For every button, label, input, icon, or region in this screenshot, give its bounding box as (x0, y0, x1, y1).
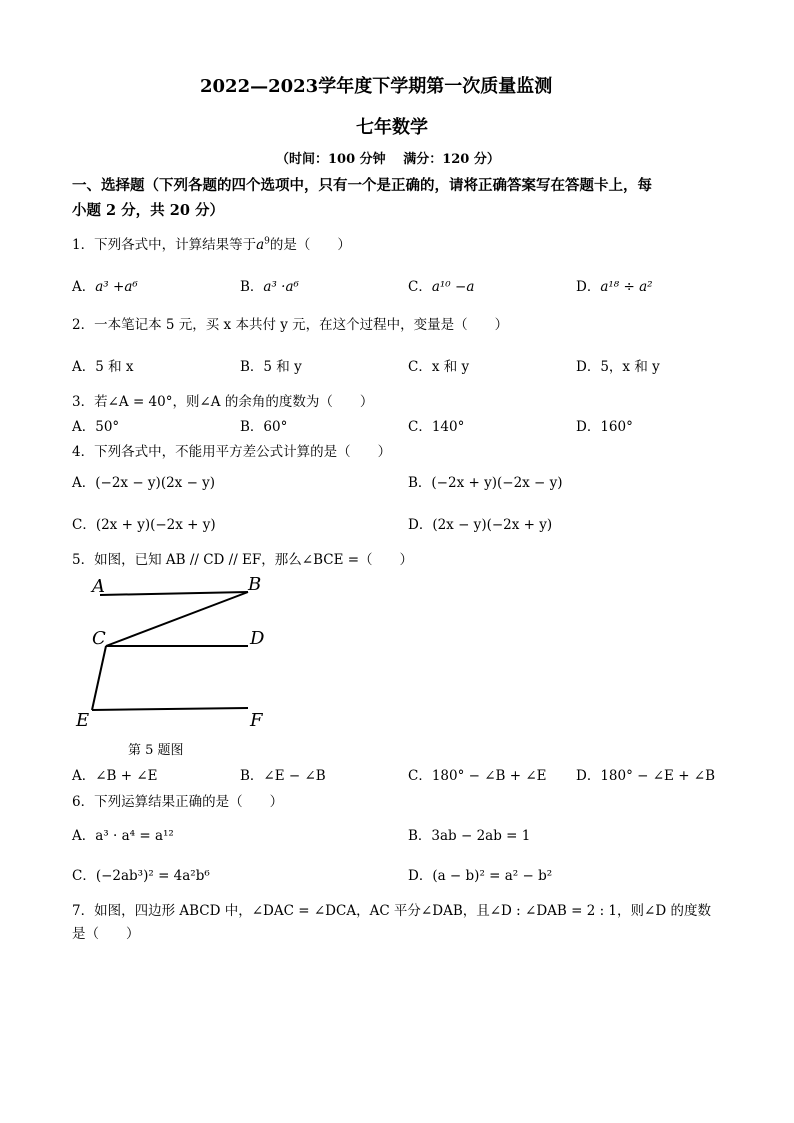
question-2-stem: 2．一本笔记本 5 元，买 x 本共付 y 元，在这个过程中，变量是（ ） (72, 317, 509, 333)
section-heading-line1: 一、选择题（下列各题的四个选项中，只有一个是正确的，请将正确答案写在答题卡上，每 (72, 177, 652, 194)
line-ce (92, 646, 106, 710)
q2-option-c: C．x 和 y (408, 359, 470, 375)
point-label-c: C (92, 628, 106, 649)
point-label-f: F (250, 710, 263, 731)
question-5-stem: 5．如图，已知 AB // CD // EF，那么∠BCE =（ ） (72, 552, 414, 568)
question-7-stem-line1: 7．如图，四边形 ABCD 中，∠DAC = ∠DCA，AC 平分∠DAB，且∠D : ∠DAB = 2 : 1，则∠D 的度数 (72, 903, 711, 919)
question-3-stem: 3．若∠A = 40°，则∠A 的余角的度数为（ ） (72, 394, 374, 410)
point-label-d: D (250, 628, 265, 649)
q2-option-a: A．5 和 x (72, 359, 134, 375)
q1-stem-text: 1．下列各式中，计算结果等于 (72, 237, 257, 253)
q3-option-a: A．50° (72, 419, 120, 435)
q6-option-b: B．3ab − 2ab = 1 (408, 828, 531, 844)
line-ef (92, 708, 248, 710)
q4-option-d: D．(2x − y)(−2x + y) (408, 517, 553, 533)
line-cb (106, 592, 248, 646)
exam-title: 2022—2023学年度下学期第一次质量监测 (200, 76, 553, 97)
q3-option-d: D．160° (576, 419, 633, 435)
q1-option-b: B．a³ ·a⁶ (240, 279, 299, 295)
q6-option-a: A．a³ · a⁴ = a¹² (72, 828, 174, 844)
question-4-stem: 4．下列各式中，不能用平方差公式计算的是（ ） (72, 444, 392, 460)
point-label-a: A (92, 576, 105, 597)
section-heading-line2: 小题 2 分，共 20 分） (72, 202, 224, 219)
line-ab (100, 592, 248, 595)
q6-option-c: C．(−2ab³)² = 4a²b⁶ (72, 868, 210, 884)
question-6-stem: 6．下列运算结果正确的是（ ） (72, 794, 284, 810)
q3-option-b: B．60° (240, 419, 288, 435)
question-7-stem-line2: 是（ ） (72, 926, 140, 942)
q4-option-c: C．(2x + y)(−2x + y) (72, 517, 216, 533)
q5-figure-caption: 第 5 题图 (128, 743, 184, 758)
q1-stem-exponent: 9 (264, 236, 270, 247)
point-label-b: B (248, 574, 262, 595)
q5-option-c: C．180° − ∠B + ∠E (408, 768, 547, 784)
exam-subject: 七年数学 (356, 117, 428, 138)
q3-option-c: C．140° (408, 419, 465, 435)
q1-stem-tail: 的是（ ） (269, 237, 351, 253)
q4-option-a: A．(−2x − y)(2x − y) (72, 475, 216, 491)
q5-option-a: A．∠B + ∠E (72, 768, 158, 784)
q2-option-b: B．5 和 y (240, 359, 302, 375)
question-1-stem (72, 233, 351, 253)
q1-option-c: C．a¹⁰ −a (408, 279, 475, 295)
q5-option-d: D．180° − ∠E + ∠B (576, 768, 716, 784)
q6-option-d: D．(a − b)² = a² − b² (408, 868, 553, 884)
q5-figure (70, 572, 290, 732)
q1-option-a: A．a³ +a⁶ (72, 279, 138, 295)
q2-option-d: D．5，x 和 y (576, 359, 660, 375)
q1-option-d: D．a¹⁸ ÷ a² (576, 279, 653, 295)
q1-stem-var: a (256, 237, 265, 253)
point-label-e: E (76, 710, 90, 731)
q4-option-b: B．(−2x + y)(−2x − y) (408, 475, 563, 491)
exam-time-info: （时间：100 分钟 满分：120 分） (276, 152, 500, 167)
q5-option-b: B．∠E − ∠B (240, 768, 326, 784)
